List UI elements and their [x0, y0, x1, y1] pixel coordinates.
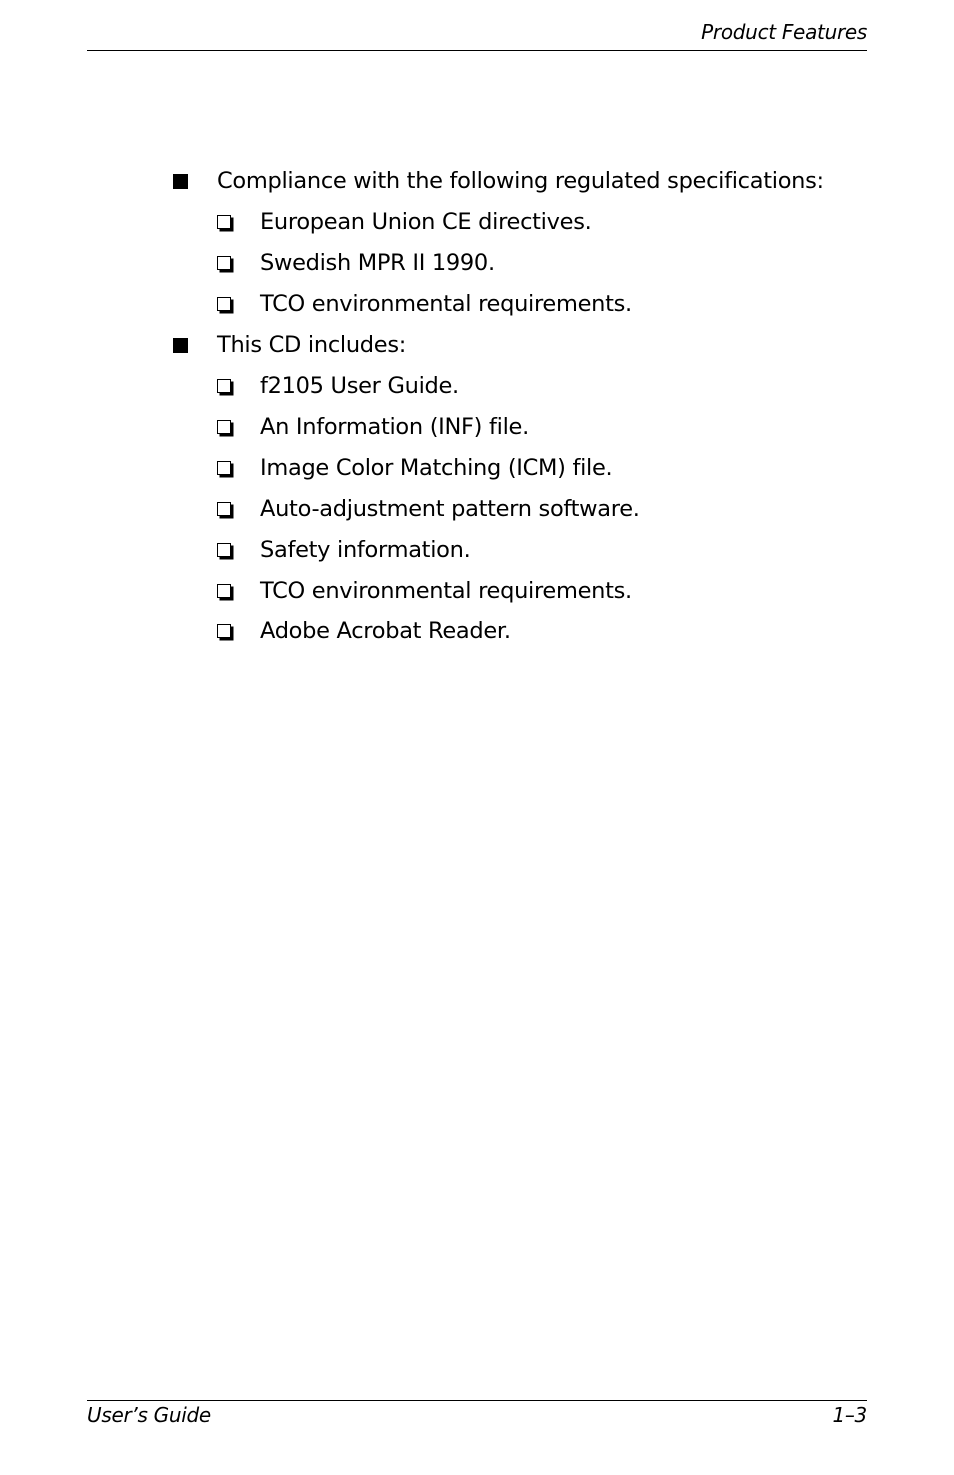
list-subitem: Adobe Acrobat Reader. — [260, 618, 511, 644]
list-subitem: European Union CE directives. — [260, 209, 592, 235]
list-subitem: Safety information. — [260, 537, 471, 563]
box-bullet-icon — [217, 256, 231, 270]
box-bullet-icon — [217, 420, 231, 434]
box-bullet-icon — [217, 461, 231, 475]
footer-title: User’s Guide — [87, 1403, 211, 1427]
page-number: 1–3 — [832, 1403, 867, 1427]
list-subitem: An Information (INF) file. — [260, 414, 529, 440]
square-bullet-icon — [173, 338, 188, 353]
header-rule — [87, 50, 867, 51]
list-subitem: f2105 User Guide. — [260, 373, 459, 399]
box-bullet-icon — [217, 297, 231, 311]
box-bullet-icon — [217, 624, 231, 638]
square-bullet-icon — [173, 174, 188, 189]
list-subitem: TCO environmental requirements. — [260, 578, 632, 604]
box-bullet-icon — [217, 502, 231, 516]
box-bullet-icon — [217, 215, 231, 229]
list-subitem: TCO environmental requirements. — [260, 291, 632, 317]
list-item-cd-includes: This CD includes: — [217, 332, 407, 358]
box-bullet-icon — [217, 543, 231, 557]
list-item-compliance: Compliance with the following regulated specifications: — [217, 168, 824, 194]
box-bullet-icon — [217, 379, 231, 393]
box-bullet-icon — [217, 584, 231, 598]
running-head: Product Features — [701, 20, 867, 44]
list-subitem: Swedish MPR II 1990. — [260, 250, 495, 276]
list-subitem: Image Color Matching (ICM) file. — [260, 455, 613, 481]
list-subitem: Auto-adjustment pattern software. — [260, 496, 640, 522]
